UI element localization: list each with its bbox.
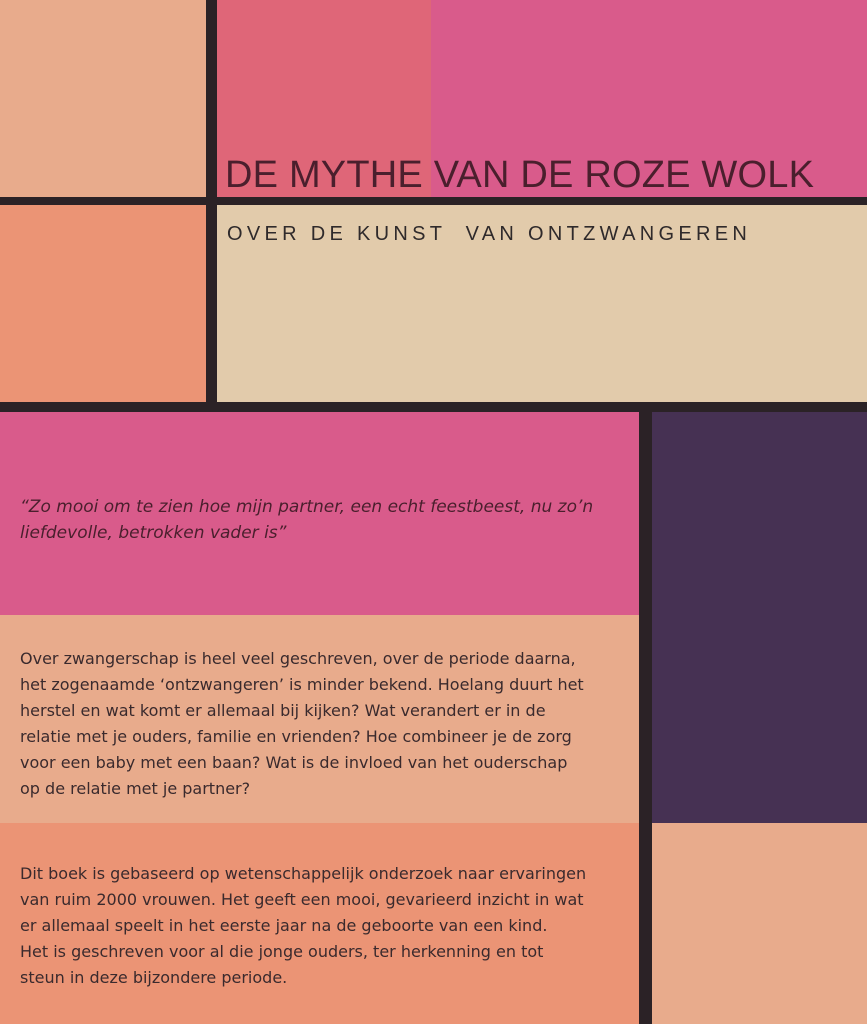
description-paragraph-2 (20, 861, 630, 991)
paragraph-line: het zogenaamde ‘ontzwangeren’ is minder bekend. Hoelang duurt het (20, 675, 584, 694)
divider-horizontal-middle (0, 402, 867, 412)
paragraph-line: herstel en wat komt er allemaal bij kijken? Wat verandert er in de (20, 701, 546, 720)
paragraph-line: Het is geschreven voor al die jonge ouders, ter herkenning en tot (20, 942, 544, 961)
paragraph-line: voor een baby met een baan? Wat is de invloed van het ouderschap (20, 753, 568, 772)
book-title: DE MYTHE VAN DE ROZE WOLK (225, 154, 815, 196)
block-top-left-peach (0, 0, 206, 197)
paragraph-line: Over zwangerschap is heel veel geschreven, over de periode daarna, (20, 649, 576, 668)
block-mid-left-salmon (0, 205, 206, 402)
paragraph-line: er allemaal speelt in het eerste jaar na de geboorte van een kind. (20, 916, 548, 935)
block-bottom-right-peach (652, 823, 867, 1024)
divider-vertical-bottom (639, 412, 652, 1024)
quote-text: “Zo mooi om te zien hoe mijn partner, een echt feestbeest, nu zo’n liefdevolle, betrokken vader is” (20, 497, 594, 543)
divider-horizontal-top (0, 197, 867, 205)
paragraph-line: Dit boek is gebaseerd op wetenschappelijk onderzoek naar ervaringen (20, 864, 587, 883)
divider-vertical-top (206, 0, 217, 412)
paragraph-line: op de relatie met je partner? (20, 779, 251, 798)
book-subtitle: OVER DE KUNST VAN ONTZWANGEREN (227, 223, 752, 245)
paragraph-line: relatie met je ouders, familie en vrienden? Hoe combineer je de zorg (20, 727, 572, 746)
block-right-aubergine (652, 412, 867, 823)
description-paragraph-1 (20, 646, 630, 802)
paragraph-line: steun in deze bijzondere periode. (20, 968, 288, 987)
paragraph-line: van ruim 2000 vrouwen. Het geeft een mooi, gevarieerd inzicht in wat (20, 890, 584, 909)
